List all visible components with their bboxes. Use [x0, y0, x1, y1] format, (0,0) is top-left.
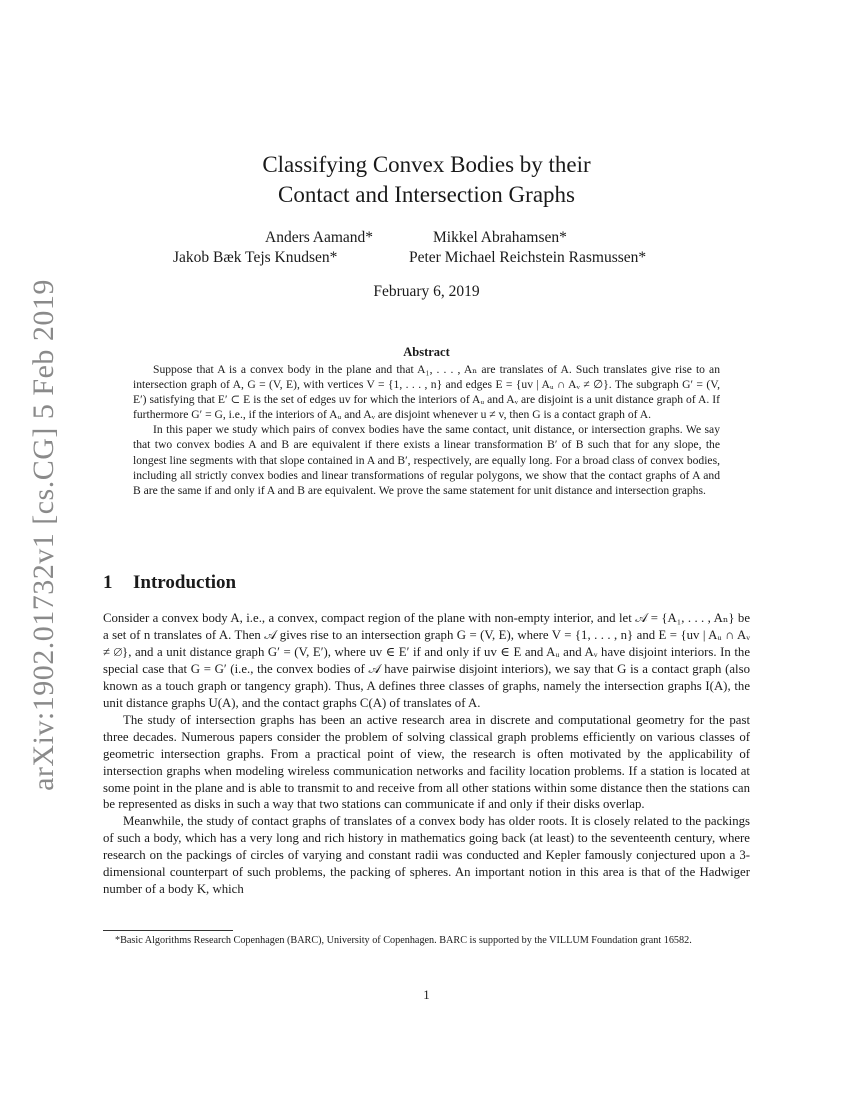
footnote: *Basic Algorithms Research Copenhagen (BARC), University of Copenhagen. BARC is supported by the VILLUM Foundation grant 16582. — [115, 935, 692, 946]
page-number: 1 — [423, 988, 430, 1002]
body-paragraph: Consider a convex body A, i.e., a convex, compact region of the plane with non-empty interior, and let 𝒜 = {A₁, . . . , Aₙ} be a set of n translates of A. Then 𝒜 gives rise to an intersection graph G = (V, E), where V = {1, . . . , n} and E = {uv | Aᵤ ∩ Aᵥ ≠ ∅}, and a unit distance graph G′ = (V, E′), where uv ∈ E′ if and only if uv ∈ E and Aᵤ and Aᵥ have disjoint interiors. In the special case that G = G′ (i.e., the convex bodies of 𝒜 have pairwise disjoint interiors), we say that G is a contact graph (also known as a touch graph or tangency graph). Thus, A defines three classes of graphs, namely the intersection graphs I(A), the unit distance graphs U(A), and the contact graphs C(A) of translates of A. — [103, 611, 750, 710]
body-paragraph: Meanwhile, the study of contact graphs of translates of a convex body has older roots. It is closely related to the packings of such a body, which has a very long and rich history in mathematics going back (at least) to the seventeenth century, where research on the packings of circles of varying and constant radii was conducted and Kepler famously conjectured upon a 3-dimensional counterpart of such problems, the packing of spheres. An important notion in this area is that of the Hadwiger number of a body K, which — [103, 814, 750, 897]
paper-title-line-2: Contact and Intersection Graphs — [278, 182, 575, 207]
abstract-heading: Abstract — [403, 345, 450, 359]
arxiv-identifier-stamp — [18, 279, 70, 791]
author-name: Peter Michael Reichstein Rasmussen* — [409, 249, 647, 266]
paper-title — [103, 150, 750, 210]
footnote-rule — [103, 930, 233, 931]
paper-title-line-1: Classifying Convex Bodies by their — [262, 152, 591, 177]
arxiv-identifier-text: arXiv:1902.01732v1 [cs.CG] 5 Feb 2019 — [27, 279, 60, 791]
abstract-body — [133, 362, 720, 498]
author-name: Jakob Bæk Tejs Knudsen* — [173, 249, 338, 266]
paper-date: February 6, 2019 — [373, 283, 480, 300]
section-title: Introduction — [133, 572, 237, 593]
author-name: Anders Aamand* — [265, 229, 374, 246]
section-body — [103, 610, 750, 898]
body-paragraph: The study of intersection graphs has been an active research area in discrete and computational geometry for the past three decades. Numerous papers consider the problem of solving classical graph problems efficiently on various classes of geometric intersection graphs. From a practical point of view, the research is often motivated by the applicability of intersection graphs when modeling wireless communication networks and facility location problems. If a station is located at some point in the plane and is able to transmit to and receive from all other stations within some distance then the stations can be represented as disks in such a way that two stations can communicate if and only if their disks overlap. — [103, 712, 750, 812]
abstract-paragraph: Suppose that A is a convex body in the plane and that A₁, . . . , Aₙ are translates of A. Such translates give rise to an intersection graph of A, G = (V, E), with vertices V = {1, . . . , n} and edges E = {uv | Aᵤ ∩ Aᵥ ≠ ∅}. The subgraph G′ = (V, E′) satisfying that E′ ⊂ E is the set of edges uv for which the interiors of Aᵤ and Aᵥ are disjoint is a unit distance graph of A. If furthermore G′ = G, i.e., if the interiors of Aᵤ and Aᵥ are disjoint whenever u ≠ v, then G is a contact graph of A. — [133, 363, 720, 422]
abstract-paragraph: In this paper we study which pairs of convex bodies have the same contact, unit distance, or intersection graphs. We say that two convex bodies A and B are equivalent if there exists a linear transformation B′ of B such that for any slope, the longest line segments with that slope contained in A and B′, respectively, are equally long. For a broad class of convex bodies, including all strictly convex bodies and linear transformations of regular polygons, we show that the contact graphs of A and B are the same if and only if A and B are equivalent. We prove the same statement for unit distance and intersection graphs. — [133, 423, 720, 497]
author-name: Mikkel Abrahamsen* — [433, 229, 567, 246]
section-heading — [103, 572, 236, 594]
section-number: 1 — [103, 572, 113, 593]
